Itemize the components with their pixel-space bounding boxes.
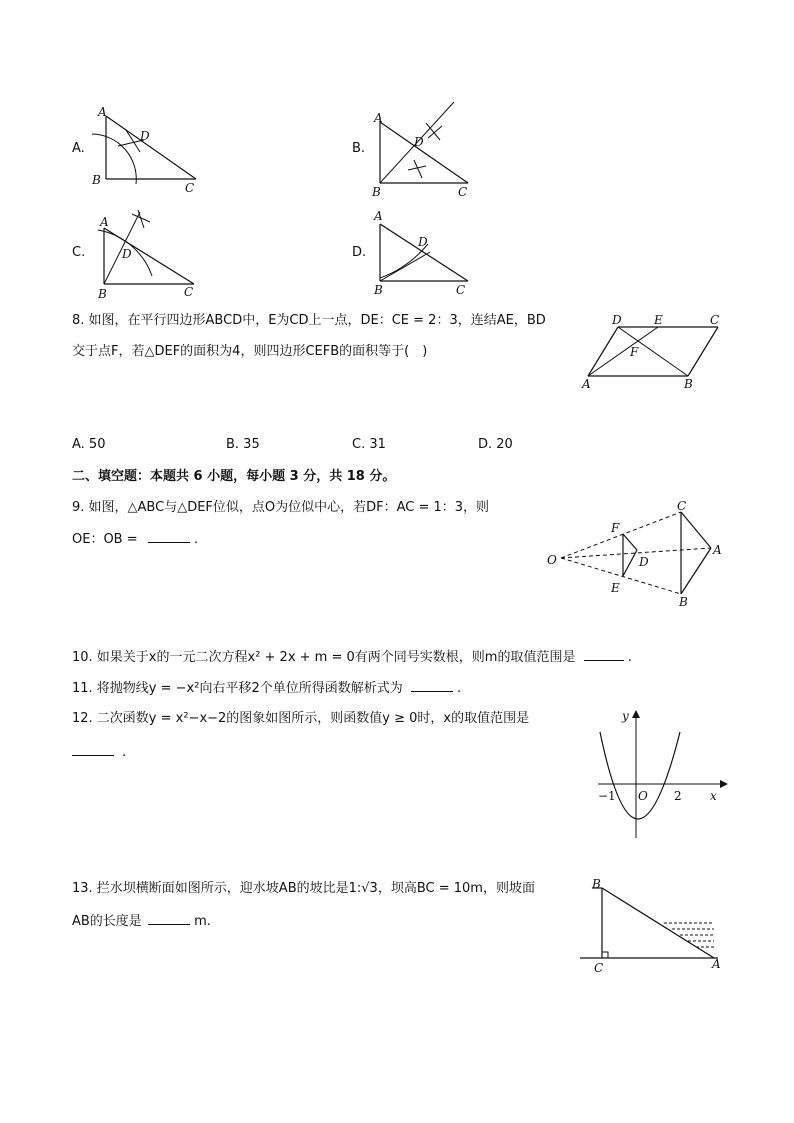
- option-b-figure: [368, 98, 488, 198]
- point-c: C: [456, 283, 466, 297]
- q9-figure: [545, 498, 735, 608]
- point-c: C: [710, 313, 720, 327]
- point-c: C: [677, 499, 687, 513]
- q10-text: 10. 如果关于x的一元二次方程x² + 2x + m = 0有两个同号实数根，则m的取值范围是: [72, 650, 576, 665]
- graph-tick-pos: 2: [674, 789, 682, 803]
- point-d: D: [612, 313, 622, 327]
- option-d-label: D.: [352, 245, 367, 260]
- q8-option-a: A. 50: [72, 437, 106, 452]
- point-a: A: [374, 209, 383, 223]
- point-a: A: [582, 377, 591, 391]
- q9-line1: 9. 如图，△ABC与△DEF位似，点O为位似中心，若DF：AC = 1：3，则: [72, 500, 490, 515]
- point-o: O: [547, 553, 557, 567]
- section-2-title: 二、填空题：本题共 6 小题，每小题 3 分，共 18 分。: [72, 469, 396, 484]
- q8-line1: 8. 如图，在平行四边形ABCD中，E为CD上一点，DE：CE = 2：3，连结AE，BD: [72, 313, 546, 328]
- point-e: E: [611, 581, 620, 595]
- point-d: D: [122, 247, 132, 261]
- q13-line1: 13. 拦水坝横断面如图所示，迎水坡AB的坡比是1:√3，坝高BC = 10m，则坡面: [72, 881, 535, 896]
- q10-line: [72, 648, 632, 667]
- q8-line2: 交于点F，若△DEF的面积为4，则四边形CEFB的面积等于( ): [72, 344, 428, 359]
- q13-dam-figure: [578, 876, 728, 976]
- point-a: A: [374, 111, 383, 125]
- q8-option-c: C. 31: [352, 437, 386, 452]
- q12-line1: 12. 二次函数y = x²−x−2的图象如图所示，则函数值y ≥ 0时，x的取值范围是: [72, 711, 530, 726]
- q12-line2: [72, 743, 126, 762]
- q13-line2-pre: AB的长度是: [72, 914, 142, 929]
- point-d: D: [639, 555, 649, 569]
- graph-origin-label: O: [638, 789, 648, 803]
- point-b: B: [592, 877, 601, 891]
- q13-answer-blank[interactable]: [148, 912, 190, 925]
- q9-ratio-text: OE：OB =: [72, 532, 138, 547]
- point-b: B: [684, 377, 693, 391]
- graph-y-label: y: [622, 709, 629, 723]
- q11-line: [72, 679, 461, 698]
- q12-parabola-graph: [592, 706, 732, 846]
- graph-tick-neg: −1: [598, 789, 616, 803]
- q13-line2-post: m.: [194, 914, 211, 929]
- point-c: C: [594, 961, 604, 975]
- q11-tail: .: [457, 681, 462, 696]
- q9-answer-blank[interactable]: [148, 530, 190, 543]
- q8-option-d: D. 20: [478, 437, 513, 452]
- point-c: C: [184, 285, 194, 299]
- point-d: D: [140, 129, 150, 143]
- point-f: F: [611, 521, 620, 535]
- q12-tail: .: [122, 745, 127, 760]
- option-d-figure: [368, 206, 488, 302]
- option-c-label: C.: [72, 245, 86, 260]
- point-b: B: [98, 287, 107, 301]
- point-b: B: [679, 595, 688, 609]
- option-a-figure: [88, 104, 208, 194]
- point-a: A: [713, 543, 722, 557]
- point-c: C: [185, 181, 195, 195]
- point-a: A: [712, 957, 721, 971]
- graph-x-label: x: [710, 789, 717, 803]
- q10-answer-blank[interactable]: [584, 648, 624, 661]
- point-a: A: [98, 105, 107, 119]
- point-b: B: [374, 283, 383, 297]
- option-c-figure: [88, 206, 208, 302]
- q9-tail: .: [193, 532, 199, 547]
- q11-answer-blank[interactable]: [411, 679, 453, 692]
- point-b: B: [372, 185, 381, 199]
- q11-text: 11. 将抛物线y = −x²向右平移2个单位所得函数解析式为: [72, 681, 403, 696]
- q9-line2: [72, 530, 198, 549]
- point-c: C: [458, 185, 468, 199]
- point-b: B: [92, 173, 101, 187]
- q13-line2: [72, 912, 211, 931]
- point-e: E: [654, 313, 663, 327]
- q12-answer-blank[interactable]: [72, 743, 114, 756]
- point-d: D: [414, 135, 424, 149]
- point-f: F: [630, 345, 639, 359]
- point-d: D: [418, 235, 428, 249]
- q8-option-b: B. 35: [226, 437, 260, 452]
- option-b-label: B.: [352, 141, 366, 156]
- point-a: A: [100, 215, 109, 229]
- q8-figure: [578, 312, 728, 390]
- option-a-label: A.: [72, 141, 85, 156]
- q10-tail: .: [627, 650, 632, 665]
